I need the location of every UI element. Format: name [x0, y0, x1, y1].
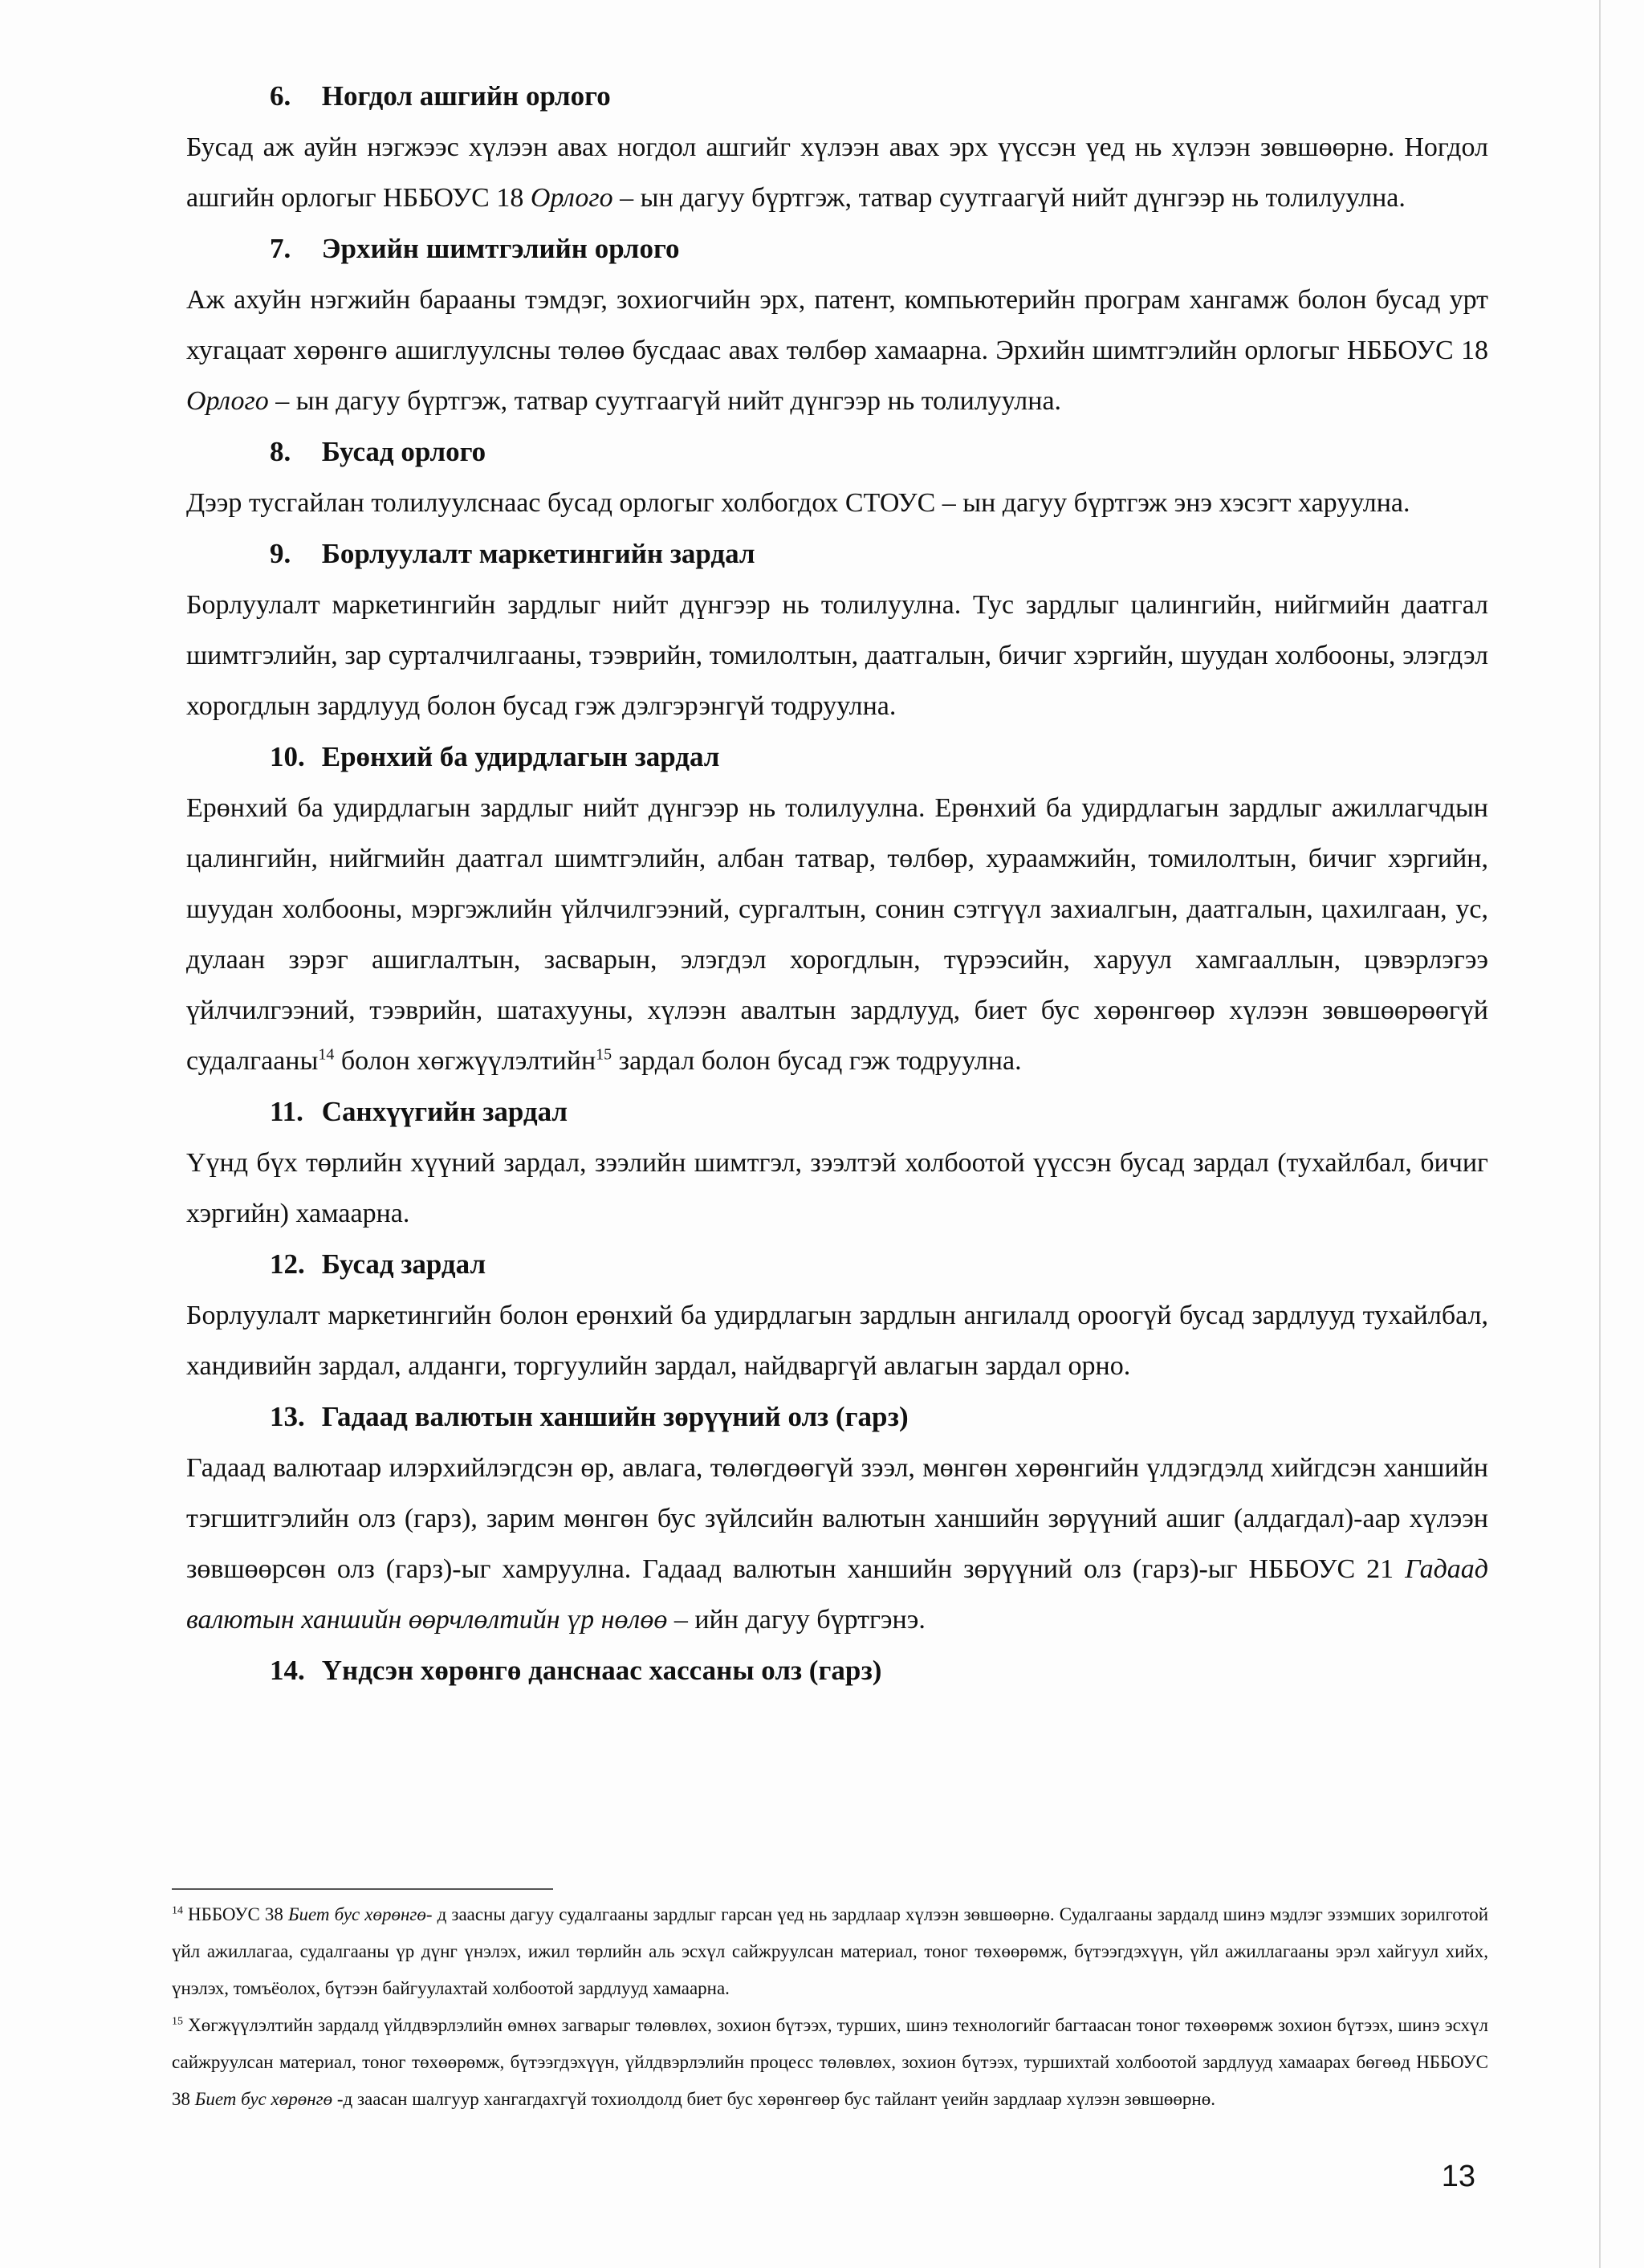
document-body: [186, 71, 1488, 1696]
section-title: Гадаад валютын ханшийн зөрүүний олз (гарз): [321, 1401, 909, 1432]
footnote-item: [172, 2007, 1488, 2118]
section-heading: [186, 431, 1488, 473]
section-paragraph: [186, 1138, 1488, 1239]
italic-text: Орлого: [186, 386, 269, 416]
text-run: - д заасны дагуу судалгааны зардлыг гарсан үед нь зардлаар хүлээн зөвшөөрнө. Судалгааны зардалд шинэ мэдлэг эзэмших зорилготой үйл ажиллагаа, судалгааны үр дүнг үнэлэх, ижил төрлийн аль эсхүл сайжруулсан материал, тоног төхөөрөмж, бүтээгдэхүүн, үйл ажиллагааны эрэл хайгуул хийх, үнэлэх, томъёолох, бүтээн байгуулахтай холбоотой зардлууд хамаарна.: [172, 1904, 1489, 1998]
text-run: – ын дагуу бүртгэж, татвар суутгаагүй нийт дүнгээр нь толилуулна.: [612, 183, 1406, 213]
section-title: Бусад орлого: [321, 436, 486, 467]
italic-text: Гадаад валютын ханшийн өөрчлөлтийн үр нөлөө: [186, 1554, 1488, 1635]
section-number: 8.: [270, 436, 291, 467]
text-run: Бусад аж ауйн нэгжээс хүлээн авах ногдол ашгийг хүлээн авах эрх үүссэн үед нь хүлээн зөвшөөрнө. Ногдол ашгийн орлогыг НББОУС 18: [186, 132, 1488, 213]
section-heading: [186, 1650, 1488, 1692]
footnote-number: 15: [172, 2015, 183, 2028]
text-run: Ерөнхий ба удирдлагын зардлыг нийт дүнгээр нь толилуулна. Ерөнхий ба удирдлагын зардлыг ажиллагчдын цалингийн, нийгмийн даатгал шимтгэлийн, албан татвар, төлбөр, хураамжийн, томилолтын, бичиг хэргийн, шуудан холбооны, мэргэжлийн үйлчилгээний, сургалтын, сонин сэтгүүл захиалгын, даатгалын, цахилгаан, ус, дулаан зэрэг ашиглалтын, засварын, элэгдэл хорогдлын, түрээсийн, харуул хамгааллын, цэвэрлэгээ үйлчилгээний, тээврийн, шатахууны, хүлээн авалтын зардлууд, биет бус хөрөнгөөр хүлээн зөвшөөрөөгүй судалгааны: [186, 793, 1488, 1076]
section-heading: [186, 736, 1488, 778]
italic-text: Орлого: [530, 183, 613, 213]
section-number: 6.: [270, 80, 291, 112]
footnote-item: [172, 1896, 1488, 2007]
section-paragraph: [186, 478, 1488, 528]
text-run: зардал болон бусад гэж тодруулна.: [612, 1046, 1022, 1076]
section-title: Санхүүгийн зардал: [321, 1096, 568, 1127]
text-run: Гадаад валютаар илэрхийлэгдсэн өр, авлага, төлөгдөөгүй зээл, мөнгөн хөрөнгийн үлдэгдэлд хийгдсэн ханшийн тэгшитгэлийн олз (гарз), зарим мөнгөн бус зүйлсийн валютын ханшийн зөрүүний ашиг (алдагдал)-аар хүлээн зөвшөөрсөн олз (гарз)-ыг хамруулна. Гадаад валютын ханшийн зөрүүний олз (гарз)-ыг НББОУС 21: [186, 1453, 1488, 1584]
section-title: Эрхийн шимтгэлийн орлого: [321, 233, 680, 264]
text-run: Борлуулалт маркетингийн болон ерөнхий ба удирдлагын зардлын ангилалд ороогүй бусад зардлууд тухайлбал, хандивийн зардал, алданги, торгуулийн зардал, найдваргүй авлагын зардал орно.: [186, 1301, 1488, 1381]
section-number: 9.: [270, 538, 291, 569]
section-number: 10.: [270, 741, 305, 772]
footnote-ref: 15: [596, 1045, 612, 1064]
section-title: Ногдол ашгийн орлого: [321, 80, 611, 112]
section-paragraph: [186, 122, 1488, 223]
text-run: Аж ахуйн нэгжийн барааны тэмдэг, зохиогчийн эрх, патент, компьютерийн програм хангамж болон бусад урт хугацаат хөрөнгө ашиглуулсны төлөө бусдаас авах төлбөр хамаарна. Эрхийн шимтгэлийн орлогыг НББОУС 18: [186, 285, 1488, 365]
section-heading: [186, 1396, 1488, 1438]
section-title: Үндсэн хөрөнгө данснаас хассаны олз (гарз): [321, 1655, 882, 1686]
text-run: – ын дагуу бүртгэж, татвар суутгаагүй нийт дүнгээр нь толилуулна.: [268, 386, 1062, 416]
footnotes: [172, 1896, 1488, 2118]
page-edge-line: [1599, 0, 1601, 2268]
section-number: 14.: [270, 1655, 305, 1686]
text-run: болон хөгжүүлэлтийн: [334, 1046, 596, 1076]
section-heading: [186, 533, 1488, 575]
section-paragraph: [186, 1443, 1488, 1645]
page-number: 13: [1441, 2160, 1475, 2193]
text-run: Борлуулалт маркетингийн зардлыг нийт дүнгээр нь толилуулна. Тус зардлыг цалингийн, нийгмийн даатгал шимтгэлийн, зар сурталчилгааны, тээврийн, томилолтын, даатгалын, бичиг хэргийн, шуудан холбооны, элэгдэл хорогдлын зардлууд болон бусад гэж дэлгэрэнгүй тодруулна.: [186, 590, 1488, 721]
section-heading: [186, 228, 1488, 270]
text-run: – ийн дагуу бүртгэнэ.: [667, 1605, 926, 1635]
section-number: 12.: [270, 1248, 305, 1280]
section-number: 7.: [270, 233, 291, 264]
text-run: Үүнд бүх төрлийн хүүний зардал, зээлийн шимтгэл, зээлтэй холбоотой үүссэн бусад зардал (тухайлбал, бичиг хэргийн) хамаарна.: [186, 1148, 1488, 1228]
section-title: Бусад зардал: [321, 1248, 486, 1280]
italic-text: Биет бус хөрөнгө: [287, 1904, 426, 1924]
section-heading: [186, 1244, 1488, 1285]
footnote-ref: 14: [318, 1045, 335, 1064]
section-heading: [186, 75, 1488, 117]
section-paragraph: [186, 783, 1488, 1086]
section-title: Ерөнхий ба удирдлагын зардал: [321, 741, 720, 772]
text-run: -д заасан шалгуур хангагдахгүй тохиолдолд биет бус хөрөнгөөр бус тайлант үеийн зардлаар хүлээн зөвшөөрнө.: [332, 2089, 1215, 2109]
section-paragraph: [186, 275, 1488, 426]
section-heading: [186, 1091, 1488, 1133]
text-run: Дээр тусгайлан толилуулснаас бусад орлогыг холбогдох СТОУС – ын дагуу бүртгэж энэ хэсэгт харуулна.: [186, 488, 1410, 518]
text-run: НББОУС 38: [183, 1904, 288, 1924]
section-number: 11.: [270, 1096, 303, 1127]
footnote-separator: [172, 1888, 553, 1890]
text-run: Хөгжүүлэлтийн зардалд үйлдвэрлэлийн өмнөх загварыг төлөвлөх, зохион бүтээх, турших, шинэ технологийг багтаасан тоног төхөөрөмж зохион бүтээх, шинэ эсхүл сайжруулсан материал, тоног төхөөрөмж, бүтээгдэхүүн, үйлдвэрлэлийн процесс төлөвлөх, зохион бүтээх, туршихтай холбоотой зардлууд хамаарах бөгөөд НББОУС 38: [172, 2015, 1488, 2109]
section-title: Борлуулалт маркетингийн зардал: [321, 538, 755, 569]
section-paragraph: [186, 580, 1488, 731]
footnote-number: 14: [172, 1904, 183, 1917]
section-number: 13.: [270, 1401, 305, 1432]
italic-text: Биет бус хөрөнгө: [194, 2089, 333, 2109]
section-paragraph: [186, 1290, 1488, 1391]
